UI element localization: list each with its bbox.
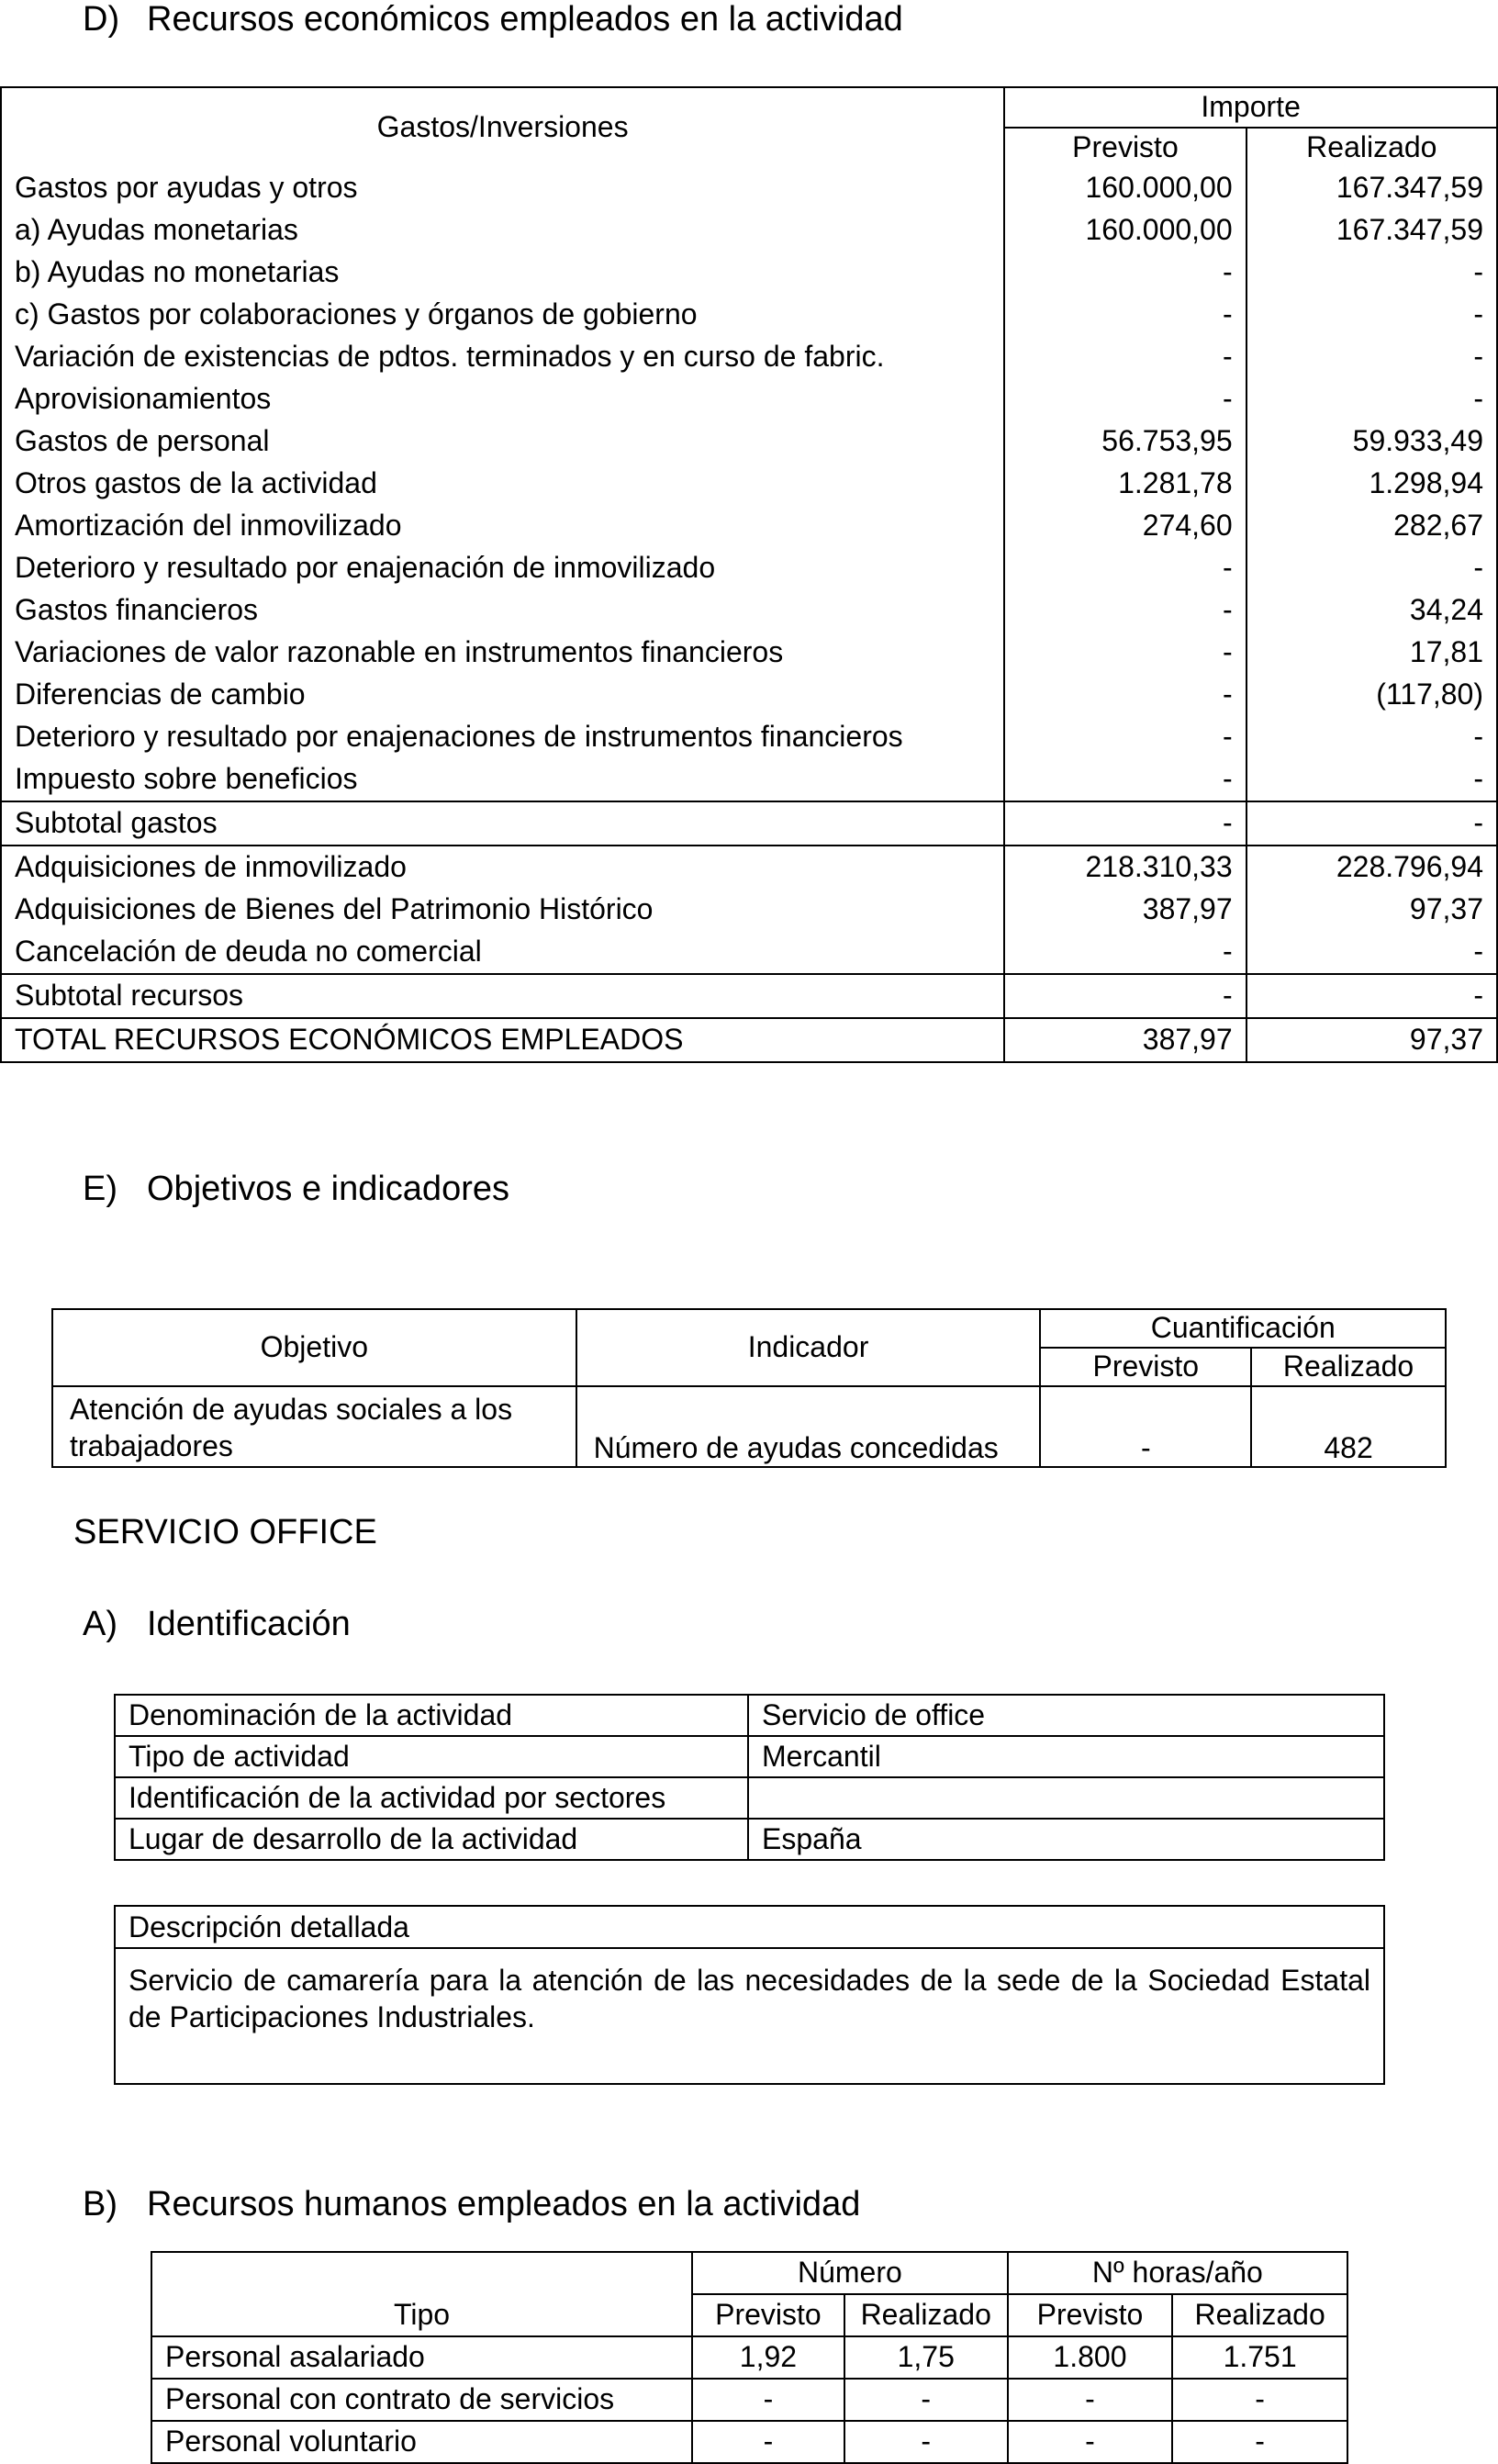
hr-tipo: Personal voluntario [151, 2421, 692, 2463]
ident-label: Tipo de actividad [115, 1736, 748, 1777]
table-row [1, 547, 1497, 589]
table-row [151, 2379, 1347, 2421]
row-label: Gastos por ayudas y otros [15, 171, 358, 205]
row-previsto: 1.281,78 [1004, 463, 1246, 505]
section-d-title: Recursos económicos empleados en la actividad [147, 0, 903, 39]
hr-num-previsto: - [692, 2421, 844, 2463]
hr-num-realizado: - [844, 2421, 1008, 2463]
row-label: Deterioro y resultado por enajenación de inmovilizado [15, 551, 716, 585]
table-row [1, 674, 1497, 716]
ident-value [748, 1777, 1384, 1819]
hr-horas-realizado: 1.751 [1172, 2336, 1347, 2379]
ident-value: Mercantil [748, 1736, 1384, 1777]
header-indicador: Indicador [576, 1309, 1041, 1386]
row-label: Subtotal gastos [1, 801, 1004, 846]
hr-num-realizado: 1,75 [844, 2336, 1008, 2379]
hr-num-realizado: - [844, 2379, 1008, 2421]
indicator-cell: Número de ayudas concedidas [576, 1386, 1041, 1467]
row-realizado: 282,67 [1246, 505, 1497, 547]
row-realizado: - [1246, 252, 1497, 294]
row-previsto: 387,97 [1004, 1018, 1246, 1062]
row-label: c) Gastos por colaboraciones y órganos de gobierno [15, 297, 698, 331]
header-tipo-top [151, 2252, 692, 2294]
header-h-previsto: Previsto [1008, 2294, 1173, 2336]
row-realizado: - [1246, 547, 1497, 589]
row-label: Gastos financieros [15, 593, 259, 627]
row-label: Variaciones de valor razonable en instrumentos financieros [15, 635, 784, 669]
row-realizado: - [1246, 716, 1497, 758]
ident-value: España [748, 1819, 1384, 1860]
section-b-heading [83, 2187, 860, 2222]
row-previsto: 160.000,00 [1004, 167, 1246, 209]
description-title: Descripción detallada [116, 1907, 1383, 1949]
row-previsto: - [1004, 632, 1246, 674]
row-previsto: - [1004, 294, 1246, 336]
table-row [1, 889, 1497, 931]
row-realizado: - [1246, 931, 1497, 974]
ident-label: Identificación de la actividad por sectores [115, 1777, 748, 1819]
table-row [1, 252, 1497, 294]
section-e-heading [83, 1171, 509, 1206]
header-realizado: Realizado [1251, 1348, 1446, 1386]
row-label: Diferencias de cambio [15, 678, 306, 711]
row-label: Cancelación de deuda no comercial [15, 935, 482, 969]
hr-horas-realizado: - [1172, 2421, 1347, 2463]
row-label: TOTAL RECURSOS ECONÓMICOS EMPLEADOS [1, 1018, 1004, 1062]
row-label: Adquisiciones de Bienes del Patrimonio Histórico [15, 892, 654, 926]
table-row [1, 378, 1497, 420]
hr-horas-previsto: - [1008, 2421, 1173, 2463]
section-e-title: Objetivos e indicadores [147, 1170, 509, 1208]
ident-label: Denominación de la actividad [115, 1695, 748, 1736]
header-previsto: Previsto [1040, 1348, 1251, 1386]
row-label: Subtotal recursos [1, 974, 1004, 1018]
header-objetivo: Objetivo [52, 1309, 576, 1386]
hr-num-previsto: - [692, 2379, 844, 2421]
table-row [1, 846, 1497, 889]
row-realizado: 228.796,94 [1246, 846, 1497, 889]
header-previsto: Previsto [1004, 128, 1246, 167]
row-realizado: (117,80) [1246, 674, 1497, 716]
row-previsto: - [1004, 758, 1246, 801]
row-realizado: - [1246, 758, 1497, 801]
row-previsto: - [1004, 716, 1246, 758]
row-realizado: - [1246, 336, 1497, 378]
service-title: SERVICIO OFFICE [73, 1513, 377, 1551]
table-row [1, 632, 1497, 674]
table-row [1, 336, 1497, 378]
section-b-title: Recursos humanos empleados en la actividad [147, 2185, 861, 2223]
row-previsto: - [1004, 378, 1246, 420]
row-realizado: 97,37 [1246, 889, 1497, 931]
row-label: Variación de existencias de pdtos. terminados y en curso de fabric. [15, 340, 885, 374]
objective-cell: Atención de ayudas sociales a los trabajadores [52, 1386, 576, 1467]
hr-num-previsto: 1,92 [692, 2336, 844, 2379]
header-num-previsto: Previsto [692, 2294, 844, 2336]
header-num-realizado: Realizado [844, 2294, 1008, 2336]
section-e-letter: E) [83, 1170, 117, 1208]
table-row [1, 931, 1497, 974]
row-realizado: 34,24 [1246, 589, 1497, 632]
header-gastos-inversiones: Gastos/Inversiones [376, 110, 629, 144]
section-d-letter: D) [83, 0, 120, 39]
table-row [1, 589, 1497, 632]
section-a-letter: A) [83, 1605, 117, 1643]
row-previsto: 218.310,33 [1004, 846, 1246, 889]
hr-tipo: Personal con contrato de servicios [151, 2379, 692, 2421]
row-realizado: - [1246, 294, 1497, 336]
row-label: Impuesto sobre beneficios [15, 762, 358, 796]
header-h-realizado: Realizado [1172, 2294, 1347, 2336]
hr-horas-previsto: - [1008, 2379, 1173, 2421]
row-realizado: 167.347,59 [1246, 167, 1497, 209]
table-row [1, 716, 1497, 758]
ident-label: Lugar de desarrollo de la actividad [115, 1819, 748, 1860]
row-previsto: - [1004, 801, 1246, 846]
table-row [1, 420, 1497, 463]
row-realizado: 59.933,49 [1246, 420, 1497, 463]
header-numero: Número [692, 2252, 1008, 2294]
table-row [1, 463, 1497, 505]
row-previsto: 274,60 [1004, 505, 1246, 547]
row-label: Amortización del inmovilizado [15, 509, 402, 543]
section-d-heading [83, 2, 903, 37]
header-realizado: Realizado [1246, 128, 1497, 167]
table-row [115, 1736, 1384, 1777]
row-previsto: 160.000,00 [1004, 209, 1246, 252]
row-previsto: 56.753,95 [1004, 420, 1246, 463]
ident-value: Servicio de office [748, 1695, 1384, 1736]
section-a-title: Identificación [147, 1605, 351, 1643]
row-previsto: - [1004, 252, 1246, 294]
row-realizado: 167.347,59 [1246, 209, 1497, 252]
row-previsto: - [1004, 547, 1246, 589]
objective-realizado: 482 [1251, 1386, 1446, 1467]
row-label: Otros gastos de la actividad [15, 466, 377, 500]
hr-tipo: Personal asalariado [151, 2336, 692, 2379]
row-realizado: - [1246, 378, 1497, 420]
table-row [1, 294, 1497, 336]
table-row [115, 1819, 1384, 1860]
hr-horas-realizado: - [1172, 2379, 1347, 2421]
objectives-table [51, 1308, 1447, 1468]
description-box [114, 1905, 1385, 2085]
header-tipo: Tipo [151, 2294, 692, 2336]
row-label: Adquisiciones de inmovilizado [1, 846, 1004, 889]
description-text: Servicio de camarería para la atención de las necesidades de la sede de la Sociedad Estatal de Participaciones Industriales. [129, 1964, 1370, 2033]
table-row [115, 1695, 1384, 1736]
table-row [1, 505, 1497, 547]
row-previsto: - [1004, 336, 1246, 378]
header-horas: Nº horas/año [1008, 2252, 1347, 2294]
table-row [115, 1777, 1384, 1819]
human-resources-table [151, 2251, 1348, 2464]
row-realizado: 17,81 [1246, 632, 1497, 674]
row-previsto: - [1004, 974, 1246, 1018]
table-row [1, 167, 1497, 209]
row-label: Gastos de personal [15, 424, 270, 458]
row-realizado: - [1246, 801, 1497, 846]
table-row [1, 209, 1497, 252]
header-cuantificacion: Cuantificación [1040, 1309, 1446, 1348]
row-realizado: - [1246, 974, 1497, 1018]
row-previsto: - [1004, 589, 1246, 632]
row-label: Deterioro y resultado por enajenaciones de instrumentos financieros [15, 720, 903, 754]
section-b-letter: B) [83, 2185, 117, 2223]
identification-table [114, 1694, 1385, 1861]
hr-horas-previsto: 1.800 [1008, 2336, 1173, 2379]
row-previsto: 387,97 [1004, 889, 1246, 931]
row-previsto: - [1004, 674, 1246, 716]
row-realizado: 97,37 [1246, 1018, 1497, 1062]
header-importe: Importe [1004, 87, 1497, 128]
row-realizado: 1.298,94 [1246, 463, 1497, 505]
row-label: a) Ayudas monetarias [15, 213, 298, 247]
table-row [1, 758, 1497, 801]
table-row [151, 2421, 1347, 2463]
objective-previsto: - [1040, 1386, 1251, 1467]
table-row [151, 2336, 1347, 2379]
resources-table [0, 86, 1498, 1063]
row-previsto: - [1004, 931, 1246, 974]
row-label: Aprovisionamientos [15, 382, 272, 416]
section-a-heading [83, 1607, 351, 1641]
row-label: b) Ayudas no monetarias [15, 255, 340, 289]
